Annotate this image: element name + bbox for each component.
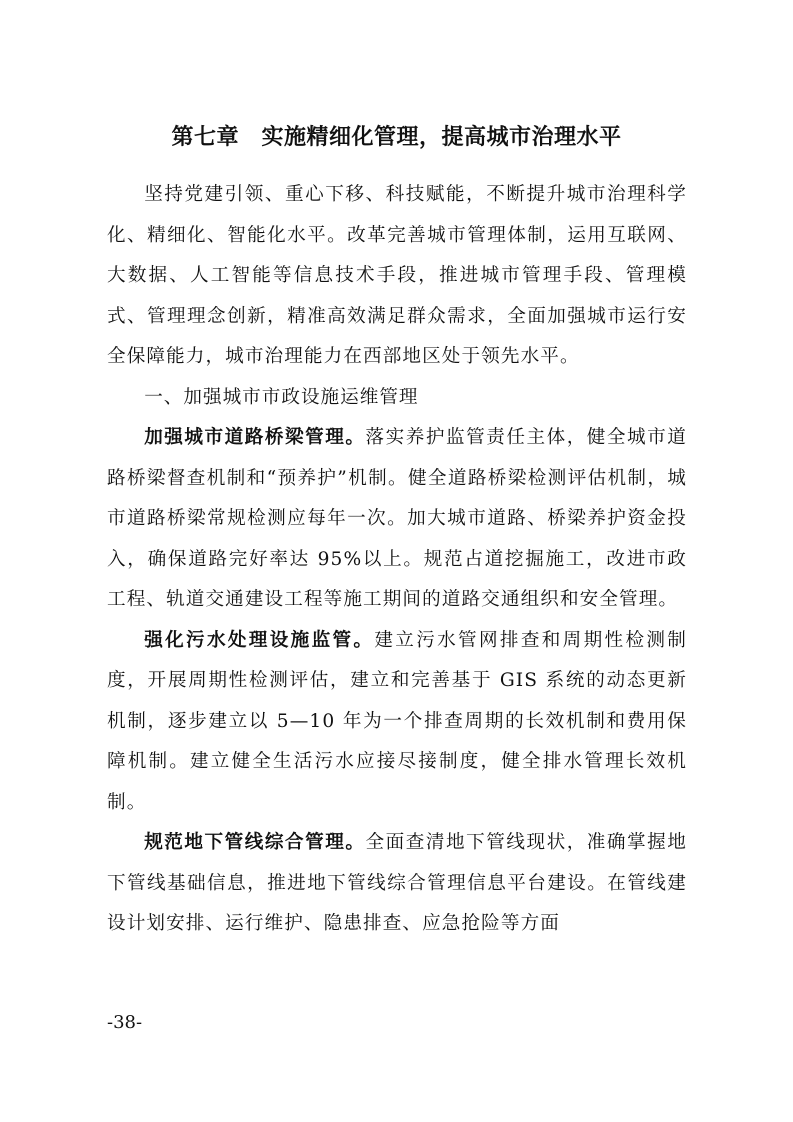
paragraph-text: 落实养护监管责任主体，健全城市道路桥梁督查机制和“预养护”机制。健全道路桥梁检测评估机制，城市道路桥梁常规检测应每年一次。加大城市道路、桥梁养护资金投入，确保道路完好率达 95%以上。规范占道挖掘施工，改进市政工程、轨道交通建设工程等施工期间的道路交通组织和安全管理。 bbox=[107, 427, 687, 610]
chapter-title: 第七章 实施精细化管理，提高城市治理水平 bbox=[171, 125, 622, 150]
section-heading: 一、加强城市市政设施运维管理 bbox=[144, 386, 419, 408]
paragraph-pipelines bbox=[107, 823, 687, 945]
paragraph-lead: 加强城市道路桥梁管理。 bbox=[144, 427, 366, 448]
paragraph-lead: 规范地下管线综合管理。 bbox=[144, 832, 366, 853]
paragraph-roads-bridges bbox=[107, 418, 687, 621]
paragraph-lead: 强化污水处理设施监管。 bbox=[144, 629, 375, 651]
document-body bbox=[107, 175, 687, 945]
paragraph-text: 全面查清地下管线现状，准确掌握地下管线基础信息，推进地下管线综合管理信息平台建设。在管线建设计划安排、运行维护、隐患排查、应急抢险等方面 bbox=[107, 832, 687, 934]
paragraph-text: 建立污水管网排查和周期性检测制度，开展周期性检测评估，建立和完善基于 GIS 系统的动态更新机制，逐步建立以 5—10 年为一个排查周期的长效机制和费用保障机制。建立健全生活污水应接尽接制度，健全排水管理长效机制。 bbox=[107, 629, 687, 813]
paragraph-sewage bbox=[107, 621, 687, 824]
page-number: -38- bbox=[107, 1012, 143, 1033]
intro-paragraph: 坚持党建引领、重心下移、科技赋能，不断提升城市治理科学化、精细化、智能化水平。改革完善城市管理体制，运用互联网、大数据、人工智能等信息技术手段，推进城市管理手段、管理模式、管理理念创新，精准高效满足群众需求，全面加强城市运行安全保障能力，城市治理能力在西部地区处于领先水平。 bbox=[107, 184, 687, 367]
